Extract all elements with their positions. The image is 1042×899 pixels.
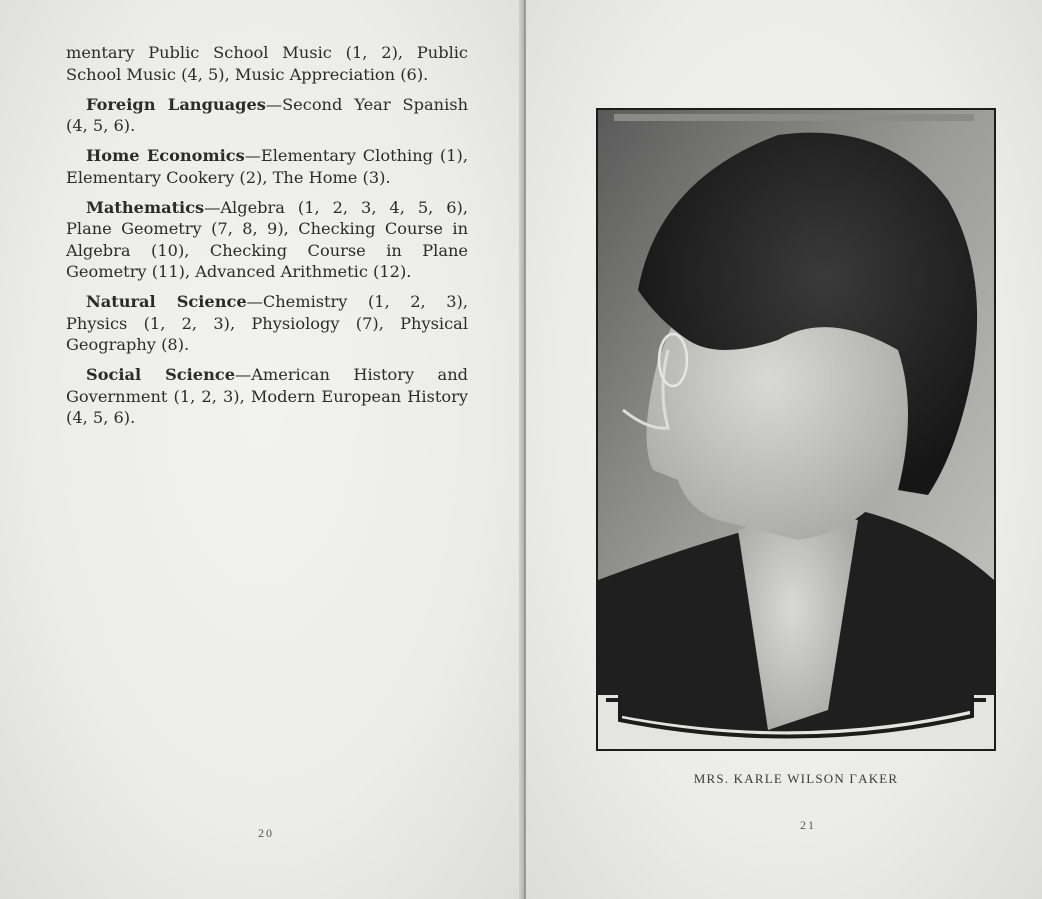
paragraph-natural-science: Natural Science—Chemistry (1, 2, 3), Physics (1, 2, 3), Physiology (7), Physical Geography (8). [66, 292, 468, 354]
heading-natural-science: Natural Science [86, 292, 247, 311]
paragraph-music: mentary Public School Music (1, 2), Public School Music (4, 5), Music Appreciation (6). [66, 43, 468, 84]
portrait-photo [596, 108, 996, 751]
paragraph-mathematics: Mathematics—Algebra (1, 2, 3, 4, 5, 6), Plane Geometry (7, 8, 9), Checking Course in Algebra (10), Checking Course in Plane Geometry (11), Advanced Arithmetic (12). [66, 197, 468, 281]
paragraph-home-economics: Home Economics—Elementary Clothing (1), Elementary Cookery (2), The Home (3). [66, 146, 468, 187]
paragraph-social-science: Social Science—American History and Government (1, 2, 3), Modern European History (4, 5, 6). [66, 365, 468, 427]
page-number-left: 20 [258, 826, 274, 840]
photo-caption: MRS. KARLE WILSON ΓAKER [693, 771, 899, 786]
paragraph-foreign-languages: Foreign Languages—Second Year Spanish (4, 5, 6). [66, 94, 468, 135]
heading-mathematics: Mathematics [86, 197, 205, 217]
heading-social-science: Social Science [86, 365, 236, 384]
course-list [66, 42, 468, 437]
heading-foreign-languages: Foreign Languages [86, 94, 266, 114]
heading-home-economics: Home Economics [86, 146, 245, 165]
page-number-right: 21 [800, 818, 816, 832]
portrait-image [598, 110, 994, 749]
